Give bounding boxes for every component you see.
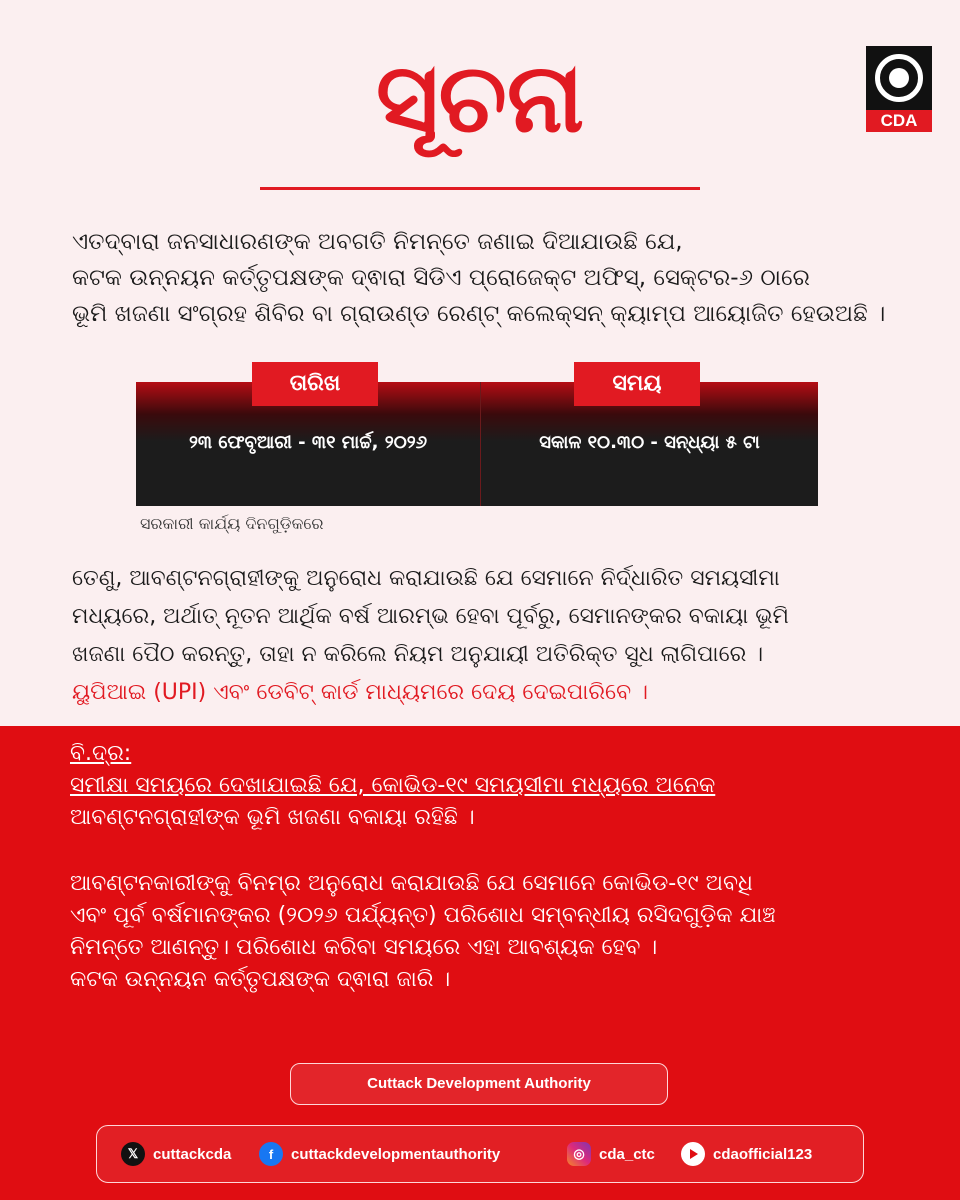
page-title: ସୂଚନା xyxy=(375,42,585,154)
logo-dot-icon xyxy=(889,68,909,88)
nb-heading: ବି.ଦ୍ର: xyxy=(70,741,132,766)
social-handle: cdaofficial123 xyxy=(713,1145,813,1163)
time-label-badge: ସମୟ xyxy=(574,362,700,406)
social-link-youtube[interactable] xyxy=(681,1142,812,1166)
social-link-facebook[interactable] xyxy=(259,1142,500,1166)
body-line: ମଧ୍ୟରେ, ଅର୍ଥାତ୍ ନୂତନ ଆର୍ଥିକ ବର୍ଷ ଆରମ୍ଭ ହେବା ପୂର୍ବରୁ, ସେମାନଙ୍କର ବକାୟା ଭୂମି xyxy=(72,604,789,629)
instagram-icon: ◎ xyxy=(567,1142,591,1166)
title-underline xyxy=(260,187,700,190)
logo-text: CDA xyxy=(866,110,932,132)
intro-line: ଭୂମି ଖଜଣା ସଂଗ୍ରହ ଶିବିର ବା ଗ୍ରାଉଣ୍ଡ ରେଣ୍ଟ୍ କଲେକ୍ସନ୍ କ୍ୟାମ୍ପ ଆୟୋଜିତ ହେଉଅଛି । xyxy=(72,301,886,327)
social-handle: cuttackcda xyxy=(153,1145,232,1163)
social-handle: cuttackdevelopmentauthority xyxy=(291,1145,501,1163)
nb-spacer xyxy=(70,834,930,868)
date-label-badge: ତାରିଖ xyxy=(252,362,378,406)
intro-line: କଟକ ଉନ୍ନୟନ କର୍ତ୍ତୃପକ୍ଷଙ୍କ ଦ୍ଵାରା ସିଡିଏ ପ୍ରୋଜେକ୍ଟ ଅଫିସ୍, ସେକ୍ଟର-୬ ଠାରେ xyxy=(72,265,810,291)
payment-note: ୟୁପିଆଇ (UPI) ଏବଂ ଡେବିଟ୍ କାର୍ଡ ମାଧ୍ୟମରେ ଦେୟ ଦେଇପାରିବେ । xyxy=(72,680,648,705)
social-link-instagram[interactable] xyxy=(567,1142,655,1166)
youtube-icon xyxy=(681,1142,705,1166)
social-link-x[interactable] xyxy=(121,1142,231,1166)
nb-line: କଟକ ଉନ୍ନୟନ କର୍ତ୍ତୃପକ୍ଷଙ୍କ ଦ୍ଵାରା ଜାରି । xyxy=(70,967,451,992)
social-handle: cda_ctc xyxy=(599,1145,655,1163)
body-line: ଖଜଣା ପୈଠ କରନ୍ତୁ, ତାହା ନ କରିଲେ ନିୟମ ଅନୁଯାୟୀ ଅତିରିକ୍ତ ସୁଧ ଲାଗିପାରେ । xyxy=(72,642,764,667)
x-icon: 𝕏 xyxy=(121,1142,145,1166)
nb-line: ନିମନ୍ତେ ଆଣନ୍ତୁ। ପରିଶୋଧ କରିବା ସମୟରେ ଏହା ଆବଶ୍ୟକ ହେବ । xyxy=(70,935,658,960)
nb-line: ଆବଣ୍ଟନକାରୀଙ୍କୁ ବିନମ୍ର ଅନୁରୋଧ କରାଯାଉଛି ଯେ ସେମାନେ କୋଭିଡ-୧୯ ଅବଧି xyxy=(70,871,753,896)
nb-section xyxy=(70,738,930,996)
body-line: ତେଣୁ, ଆବଣ୍ଟନଗ୍ରାହୀଙ୍କୁ ଅନୁରୋଧ କରାଯାଉଛି ଯେ ସେମାନେ ନିର୍ଦ୍ଧାରିତ ସମୟସୀମା xyxy=(72,566,780,591)
nb-line: ଆବଣ୍ଟନଗ୍ରାହୀଙ୍କ ଭୂମି ଖଜଣା ବକାୟା ରହିଛି । xyxy=(70,805,475,830)
nb-line: ଏବଂ ପୂର୍ବ ବର୍ଷମାନଙ୍କର (୨୦୨୬ ପର୍ଯ୍ୟନ୍ତ) ପରିଶୋଧ ସମ୍ବନ୍ଧୀୟ ରସିଦଗୁଡ଼ିକ ଯାଞ୍ଚ xyxy=(70,903,776,928)
facebook-icon: f xyxy=(259,1142,283,1166)
social-bar xyxy=(96,1125,864,1183)
logo-mark xyxy=(866,46,932,110)
cda-logo xyxy=(866,46,932,132)
nb-line: ସମୀକ୍ଷା ସମୟରେ ଦେଖାଯାଇଛି ଯେ, କୋଭିଡ-୧୯ ସମୟସୀମା ମଧ୍ୟରେ ଅନେକ xyxy=(70,773,716,798)
date-value: ୨୩ ଫେବୃଆରୀ - ୩୧ ମାର୍ଚ୍ଚ, ୨୦୨୬ xyxy=(188,432,428,453)
authority-badge: Cuttack Development Authority xyxy=(290,1063,668,1105)
intro-line: ଏତଦ୍ବାରା ଜନସାଧାରଣଙ୍କ ଅବଗତି ନିମନ୍ତେ ଜଣାଇ ଦିଆଯାଉଛି ଯେ, xyxy=(72,229,683,255)
working-days-note: ସରକାରୀ କାର୍ଯ୍ୟ ଦିନଗୁଡ଼ିକରେ xyxy=(140,514,324,533)
time-value: ସକାଳ ୧୦.୩୦ - ସନ୍ଧ୍ୟା ୫ ଟା xyxy=(539,432,760,453)
body-text xyxy=(72,560,932,712)
intro-text xyxy=(72,224,932,332)
